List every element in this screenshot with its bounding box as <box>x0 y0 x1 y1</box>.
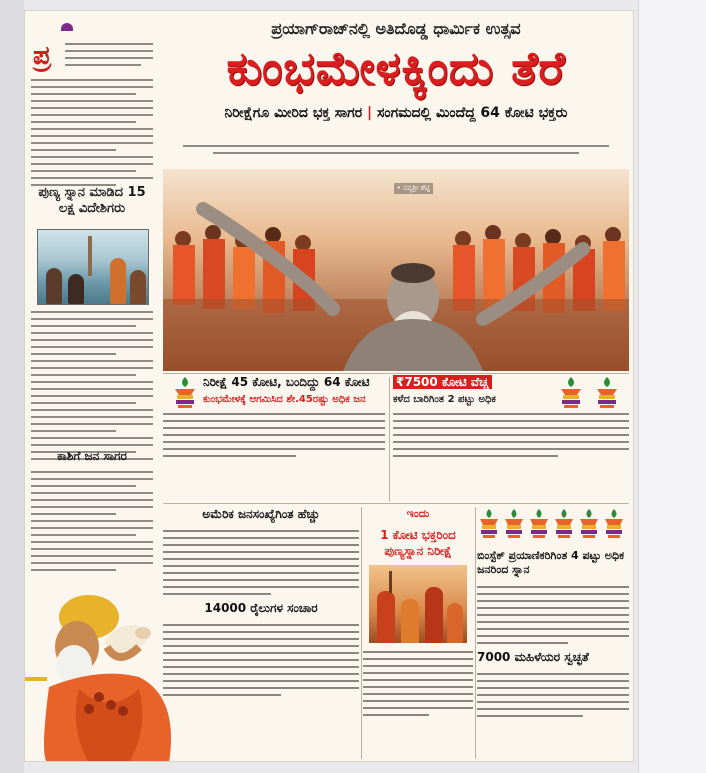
story-7500-body <box>393 413 629 457</box>
main-headline: ಕುಂಭಮೇಳಕ್ಕಿಂದು ತೆರೆ <box>226 41 566 95</box>
kalash-pair-icon <box>557 375 625 409</box>
headline-block <box>163 19 629 169</box>
viewer-right-panel <box>638 0 706 773</box>
story-7500-sub: ಕಳೆದ ಬಾರಿಗಿಂತ 2 ಪಟ್ಟು ಅಧಿಕ <box>393 394 496 405</box>
story-cleaners <box>477 650 629 718</box>
today-body <box>363 651 473 716</box>
divider-col-usa <box>361 507 362 759</box>
kalash-row-icon <box>477 507 627 541</box>
subheadline <box>163 105 629 121</box>
headline-kicker: ಪ್ರಯಾಗ್‌ರಾಜ್‌ನಲ್ಲಿ ಅತಿದೊಡ್ಡ ಧಾರ್ಮಿಕ ಉತ್ಸವ <box>271 19 521 38</box>
viewer-left-margin <box>0 0 24 773</box>
today-title: 1 ಕೋಟಿ ಭಕ್ತರಿಂದ ಪುಣ್ಯಸ್ನಾನ ನಿರೀಕ್ಷೆ <box>380 528 456 559</box>
divider-under-photo <box>163 373 629 374</box>
left-text-block-1b <box>31 79 153 191</box>
subhead-separator: | <box>367 105 373 121</box>
kalash-icon <box>171 375 199 409</box>
left-text-block-2 <box>31 311 153 465</box>
story-trains-body <box>163 624 359 696</box>
story-45-sub: ಕುಂಭಮೇಳಕ್ಕೆ ಆಗಮಿಸಿದ ಶೇ.45ರಷ್ಟು ಅಧಿಕ ಜನ <box>203 394 366 405</box>
story-cleaners-title: 7000 ಮಹಿಳೆಯರ ಸ್ವಚ್ಛತೆ <box>477 649 589 664</box>
newspaper-page <box>24 10 634 762</box>
story-45-title: ನಿರೀಕ್ಷೆ 45 ಕೋಟಿ, ಬಂದಿದ್ದು 64 ಕೋಟಿ <box>203 375 370 389</box>
left-heading-foreigners: ಪುಣ್ಯ ಸ್ನಾನ ಮಾಡಿದ 15 ಲಕ್ಷ ವಿದೇಶಿಗರು <box>38 185 146 216</box>
story-usa-title: ಅಮೆರಿಕ ಜನಸಂಖ್ಯೆಗಿಂತ ಹೆಚ್ಚು <box>202 507 320 521</box>
bathers-photo <box>37 229 149 305</box>
left-heading-kashi: ಕಾಶಿಗೆ ಜನ ಸಾಗರ <box>57 449 127 463</box>
story-7500-amount: ₹7500 ಕೋಟಿ ವೆಚ್ಚ <box>393 375 492 389</box>
dropcap-letter: ಪ್ರ <box>33 41 51 71</box>
story-cleaners-body <box>477 673 629 717</box>
dropcap-accent-icon <box>61 23 73 31</box>
divider-story-row2 <box>163 503 629 504</box>
devotees-photo <box>369 565 467 643</box>
left-text-block-1 <box>31 43 153 71</box>
subhead-right: ಸಂಗಮದಲ್ಲಿ ಮಿಂದೆದ್ದ 64 ಕೋಟಿ ಭಕ್ತರು <box>377 105 568 121</box>
subhead-left: ನಿರೀಕ್ಷೆಗೂ ಮೀರಿದ ಭಕ್ತ ಸಾಗರ <box>224 105 363 121</box>
photo-byline: • ನವ್ಯಶ್ರೀ ಶೆಟ್ಟಿ <box>394 183 433 194</box>
story-trains-title: 14000 ರೈಲುಗಳ ಸಂಚಾರ <box>204 601 318 615</box>
story-today-holy-dip <box>363 507 473 762</box>
story-bimstec-body <box>477 586 629 644</box>
naga-sadhu-main-photo <box>163 169 629 371</box>
today-kicker: ಇಂದು <box>406 507 430 520</box>
left-text-block-3 <box>31 471 153 576</box>
story-bimstec-title: ಬಿಂಸ್ಟೆಕ್ ಪ್ರಯಾಣಿಕರಿಗಿಂತ 4 ಪಟ್ಟು ಅಧಿಕ ಜನರಿಂದ ಸ್ನಾನ <box>477 549 625 577</box>
divider-col-today <box>475 507 476 759</box>
story-usa-body <box>163 530 359 595</box>
story-cost-7500-crore <box>393 375 629 495</box>
story-45-body <box>163 413 385 457</box>
divider-story-row1 <box>389 377 390 501</box>
story-bimstec <box>477 507 629 762</box>
story-expected-45-crore <box>163 375 385 495</box>
story-usa-population <box>163 507 359 762</box>
story-trains <box>163 601 359 696</box>
intro-text-lines <box>183 145 609 154</box>
